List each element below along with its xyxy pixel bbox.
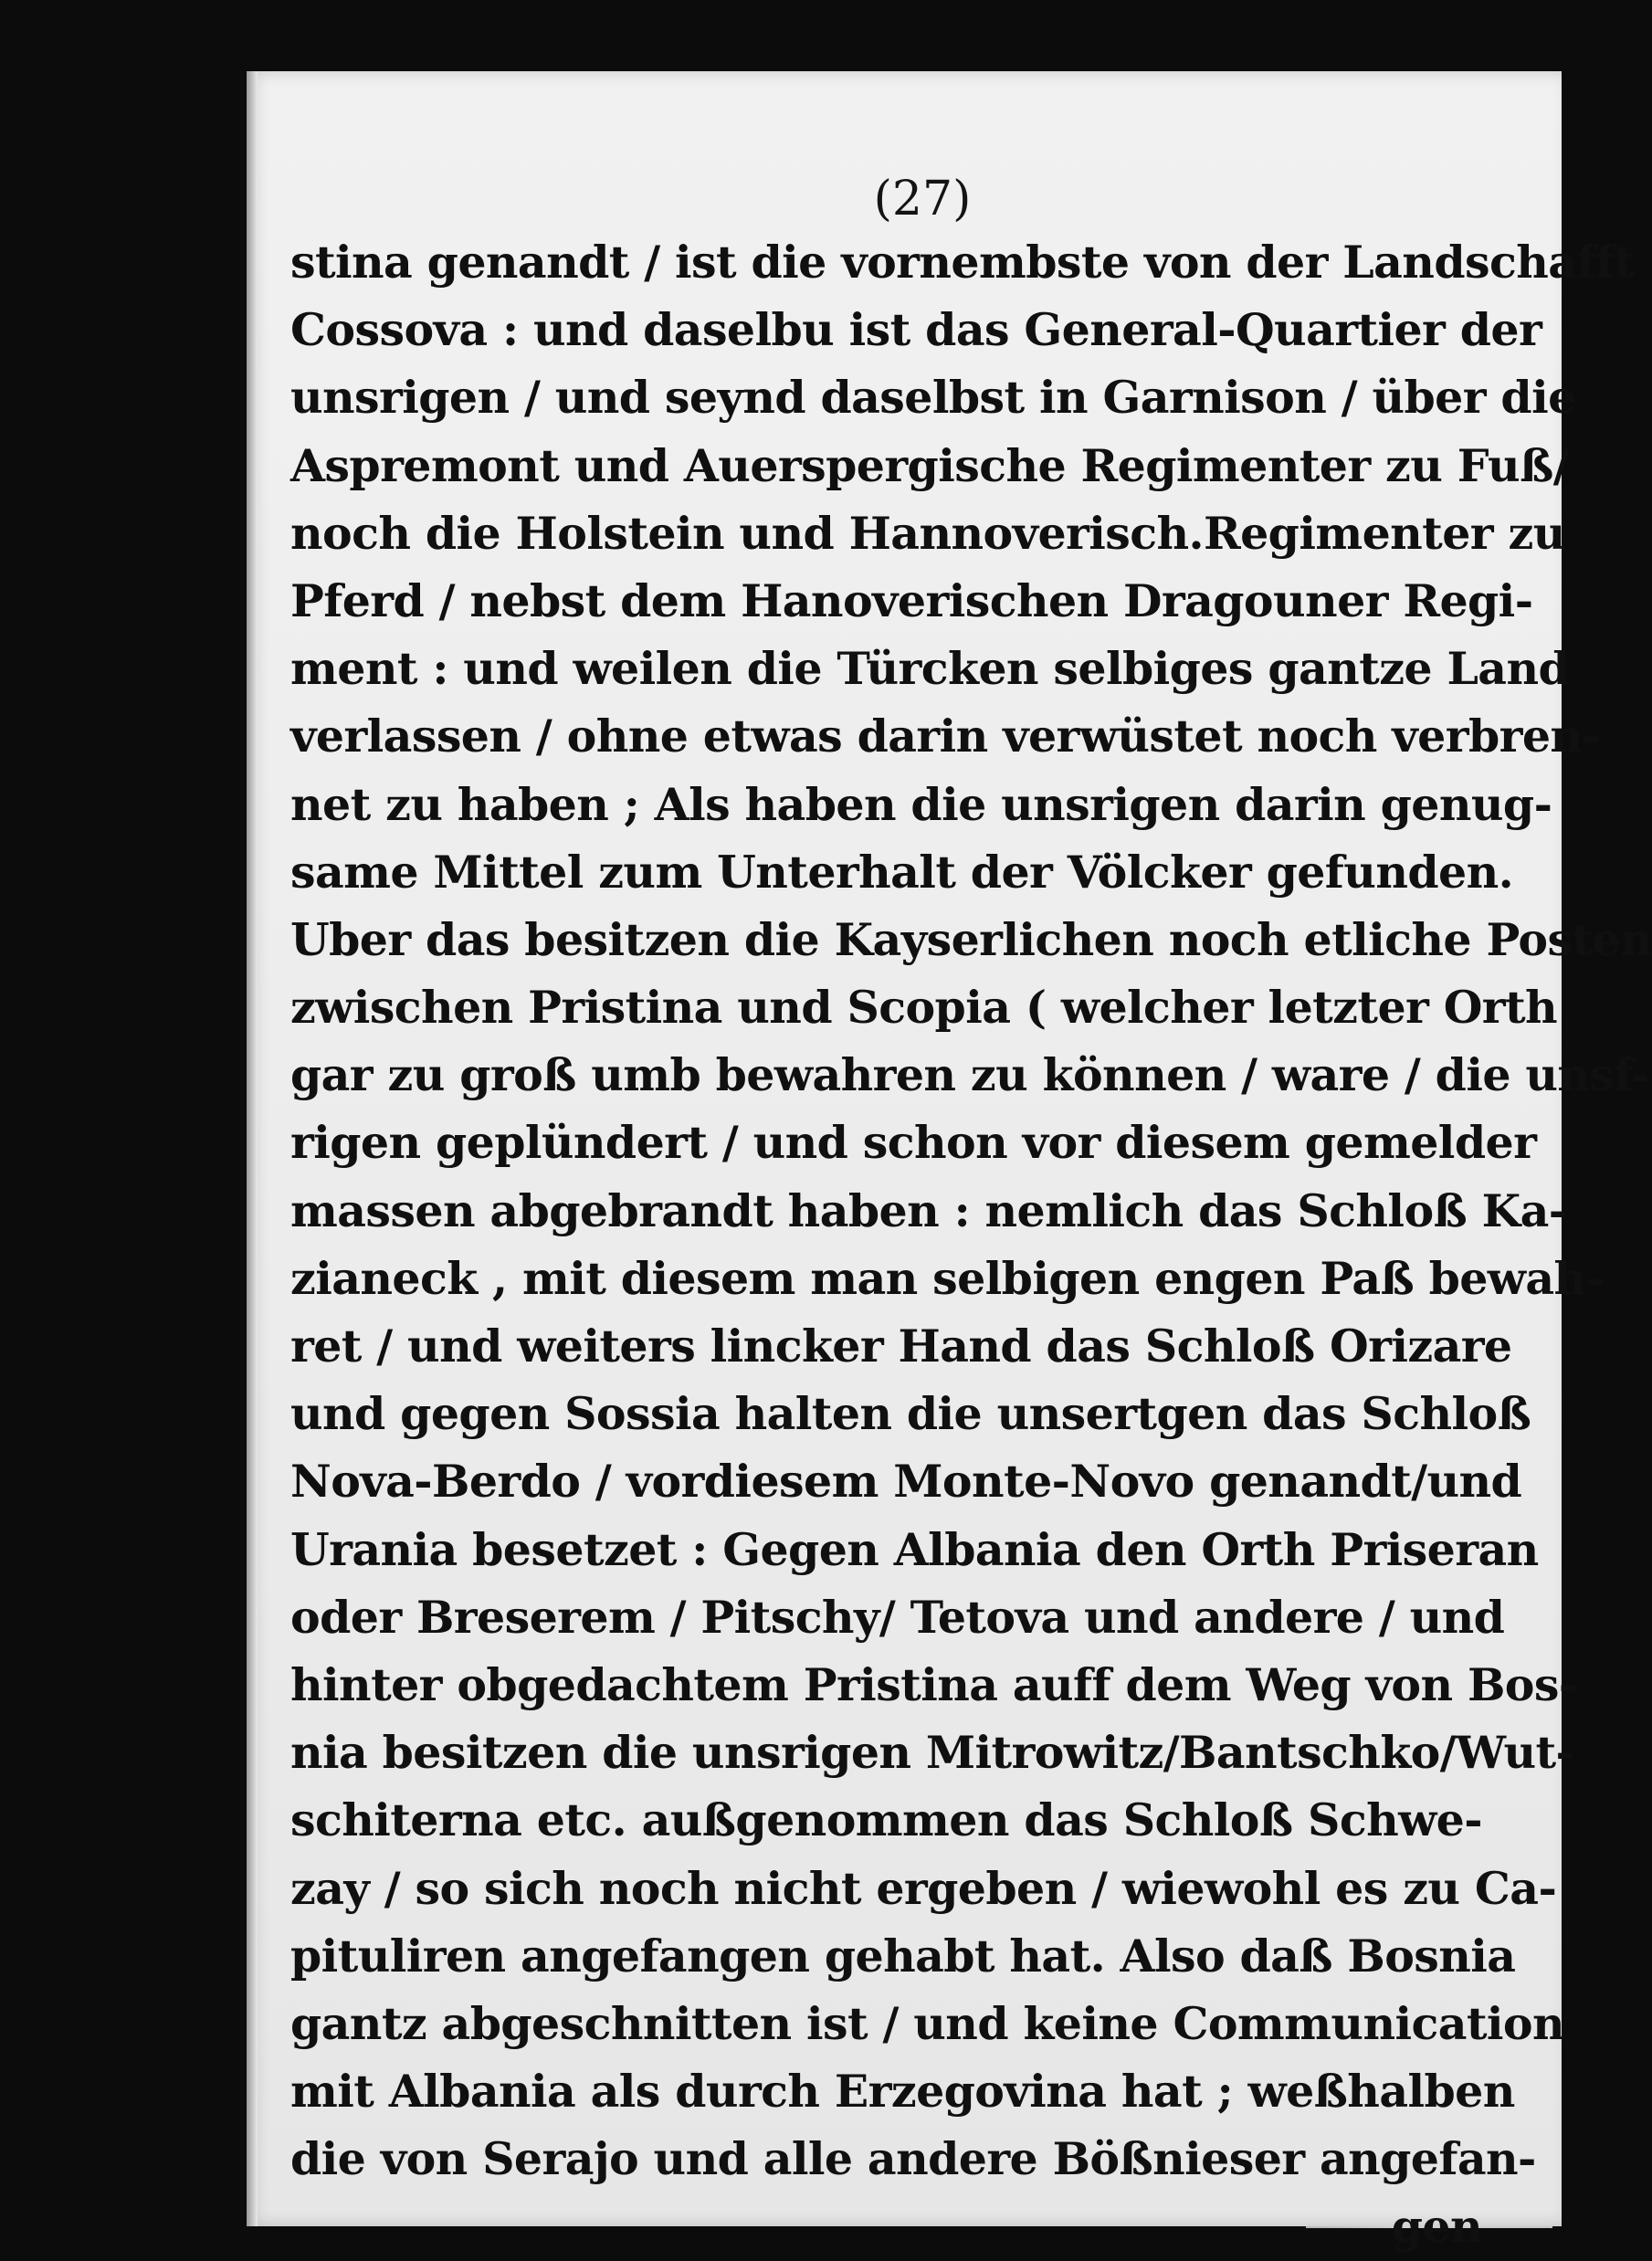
text-line: same Mittel zum Unterhalt der Völcker gefunden. <box>290 845 1514 899</box>
text-line: net zu haben ; Als haben die unsrigen darin genug- <box>290 777 1552 831</box>
text-line: hinter obgedachtem Pristina auff dem Weg von Bos- <box>290 1657 1577 1711</box>
text-line: Urania besetzet : Gegen Albania den Orth Priseran <box>290 1522 1539 1576</box>
text-line: zay / so sich noch nicht ergeben / wiewohl es zu Ca- <box>290 1861 1557 1915</box>
text-line: und gegen Sossia halten die unsertgen das Schloß <box>290 1387 1531 1441</box>
text-line: ment : und weilen die Türcken selbiges gantze Land <box>290 642 1570 696</box>
text-line: die von Serajo und alle andere Bößnieser angefan- <box>290 2132 1536 2186</box>
text-line: stina genandt / ist die vornembste von der Landschafft <box>290 236 1635 289</box>
text-line: schiterna etc. außgenommen das Schloß Schwe- <box>290 1793 1482 1847</box>
text-line: gar zu groß umb bewahren zu können / ware / die unsf- <box>290 1048 1649 1102</box>
text-line: ret / und weiters lincker Hand das Schloß Orizare <box>290 1320 1512 1372</box>
page-number: (27) <box>873 172 972 226</box>
text-line: zwischen Pristina und Scopia ( welcher letzter Orth <box>290 981 1558 1035</box>
text-block <box>290 228 1652 2261</box>
text-line: zianeck , mit diesem man selbigen engen Paß bewah- <box>290 1251 1605 1305</box>
text-line: rigen geplündert / und schon vor diesem gemelder <box>290 1116 1537 1170</box>
catchword: gen <box>1391 2200 1482 2254</box>
text-line: Aspremont und Auerspergische Regimenter zu Fuß/ <box>290 438 1570 492</box>
text-line: pituliren angefangen gehabt hat. Also daß Bosnia <box>290 1929 1516 1982</box>
book-page <box>247 71 1652 2254</box>
text-line: nia besitzen die unsrigen Mitrowitz/Bantschko/Wut- <box>290 1726 1574 1780</box>
text-line: noch die Holstein und Hannoverisch.Regimenter zu <box>290 506 1565 560</box>
text-line: Pferd / nebst dem Hanoverischen Dragouner Regi- <box>290 573 1533 627</box>
text-line: Uber das besitzen die Kayserlichen noch etliche Posten <box>290 912 1652 966</box>
text-line: massen abgebrandt haben : nemlich das Schloß Ka- <box>290 1183 1567 1237</box>
text-line: gantz abgeschnitten ist / und keine Communication <box>290 1996 1565 2050</box>
text-line: Nova-Berdo / vordiesem Monte-Novo genandt/und <box>290 1455 1522 1509</box>
text-line: unsrigen / und seynd daselbst in Garnison / über die <box>290 371 1576 425</box>
text-line: mit Albania als durch Erzegovina hat ; weßhalben <box>290 2065 1515 2119</box>
text-line: verlassen / ohne etwas darin verwüstet noch verbren- <box>290 710 1601 763</box>
page-edge <box>247 71 258 2226</box>
text-line: Cossova : und daselbu ist das General-Quartier der <box>290 303 1542 357</box>
text-line: oder Breserem / Pitschy/ Tetova und andere / und <box>290 1590 1505 1644</box>
